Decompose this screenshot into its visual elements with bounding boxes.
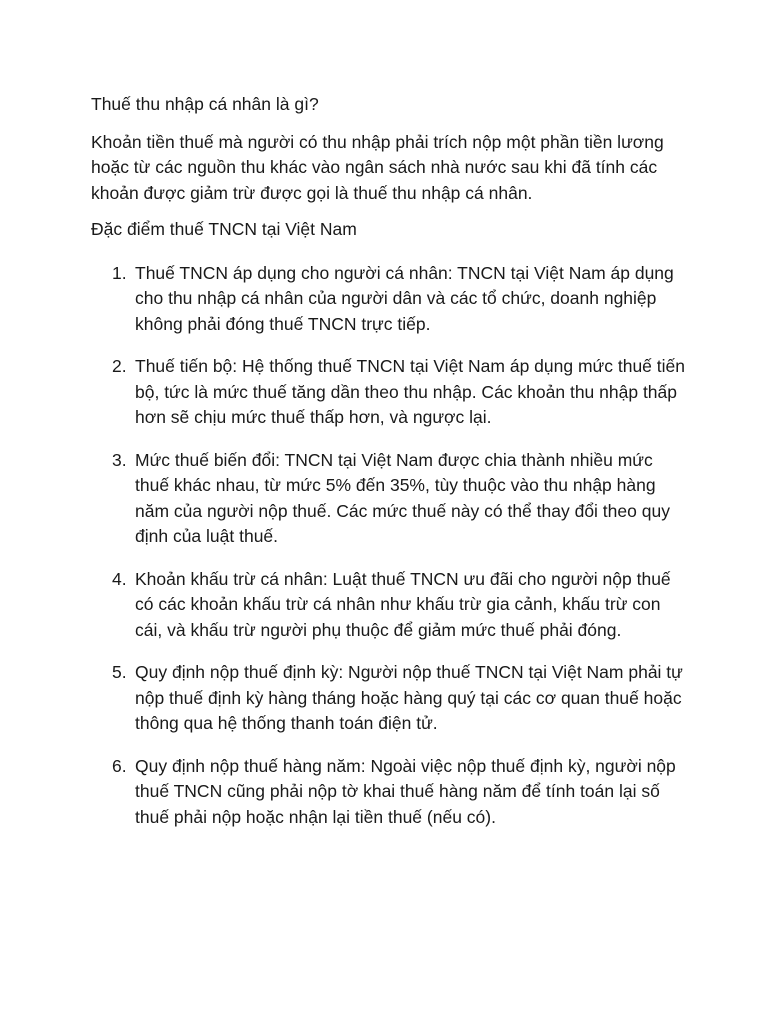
list-item-number: 4. [112, 568, 127, 589]
list-item [91, 660, 691, 737]
list-item-number: 6. [112, 755, 127, 776]
list-item-text: Thuế TNCN áp dụng cho người cá nhân: TNCN tại Việt Nam áp dụng cho thu nhập cá nhân của người dân và các tổ chức, doanh nghiệp không phải đóng thuế TNCN trực tiếp. [135, 262, 674, 334]
features-list [91, 261, 691, 831]
features-heading: Đặc điểm thuế TNCN tại Việt Nam [91, 219, 357, 239]
list-item [91, 567, 691, 644]
list-item-number: 1. [112, 262, 127, 283]
list-item [91, 448, 691, 550]
question-heading: Thuế thu nhập cá nhân là gì? [91, 94, 319, 114]
list-item-text: Quy định nộp thuế hàng năm: Ngoài việc nộp thuế định kỳ, người nộp thuế TNCN cũng phải nộp tờ khai thuế hàng năm để tính toán lại số thuế phải nộp hoặc nhận lại tiền thuế (nếu có). [135, 755, 676, 827]
list-item [91, 261, 691, 338]
list-item-text: Mức thuế biến đổi: TNCN tại Việt Nam được chia thành nhiều mức thuế khác nhau, từ mức 5% đến 35%, tùy thuộc vào thu nhập hàng năm của người nộp thuế. Các mức thuế này có thể thay đổi theo quy định của luật thuế. [135, 449, 670, 546]
list-item [91, 354, 691, 431]
list-item-number: 3. [112, 449, 127, 470]
list-item-number: 2. [112, 356, 127, 376]
list-item [91, 754, 691, 831]
list-item-number: 5. [112, 662, 127, 682]
list-item-text: Khoản khấu trừ cá nhân: Luật thuế TNCN ưu đãi cho người nộp thuế có các khoản khấu trừ cá nhân như khấu trừ gia cảnh, khấu trừ con cái, và khấu trừ người phụ thuộc để giảm mức thuế phải đóng. [135, 568, 671, 640]
definition-paragraph: Khoản tiền thuế mà người có thu nhập phải trích nộp một phần tiền lương hoặc từ các nguồn thu khác vào ngân sách nhà nước sau khi đã tính các khoản được giảm trừ được gọi là thuế thu nhập cá nhân. [91, 131, 664, 203]
list-item-text: Thuế tiến bộ: Hệ thống thuế TNCN tại Việt Nam áp dụng mức thuế tiến bộ, tức là mức thuế tăng dần theo thu nhập. Các khoản thu nhập thấp hơn sẽ chịu mức thuế thấp hơn, và ngược lại. [135, 356, 685, 427]
document-body [91, 92, 691, 847]
list-item-text: Quy định nộp thuế định kỳ: Người nộp thuế TNCN tại Việt Nam phải tự nộp thuế định kỳ hàng tháng hoặc hàng quý tại các cơ quan thuế hoặc thông qua hệ thống thanh toán điện tử. [135, 662, 683, 733]
